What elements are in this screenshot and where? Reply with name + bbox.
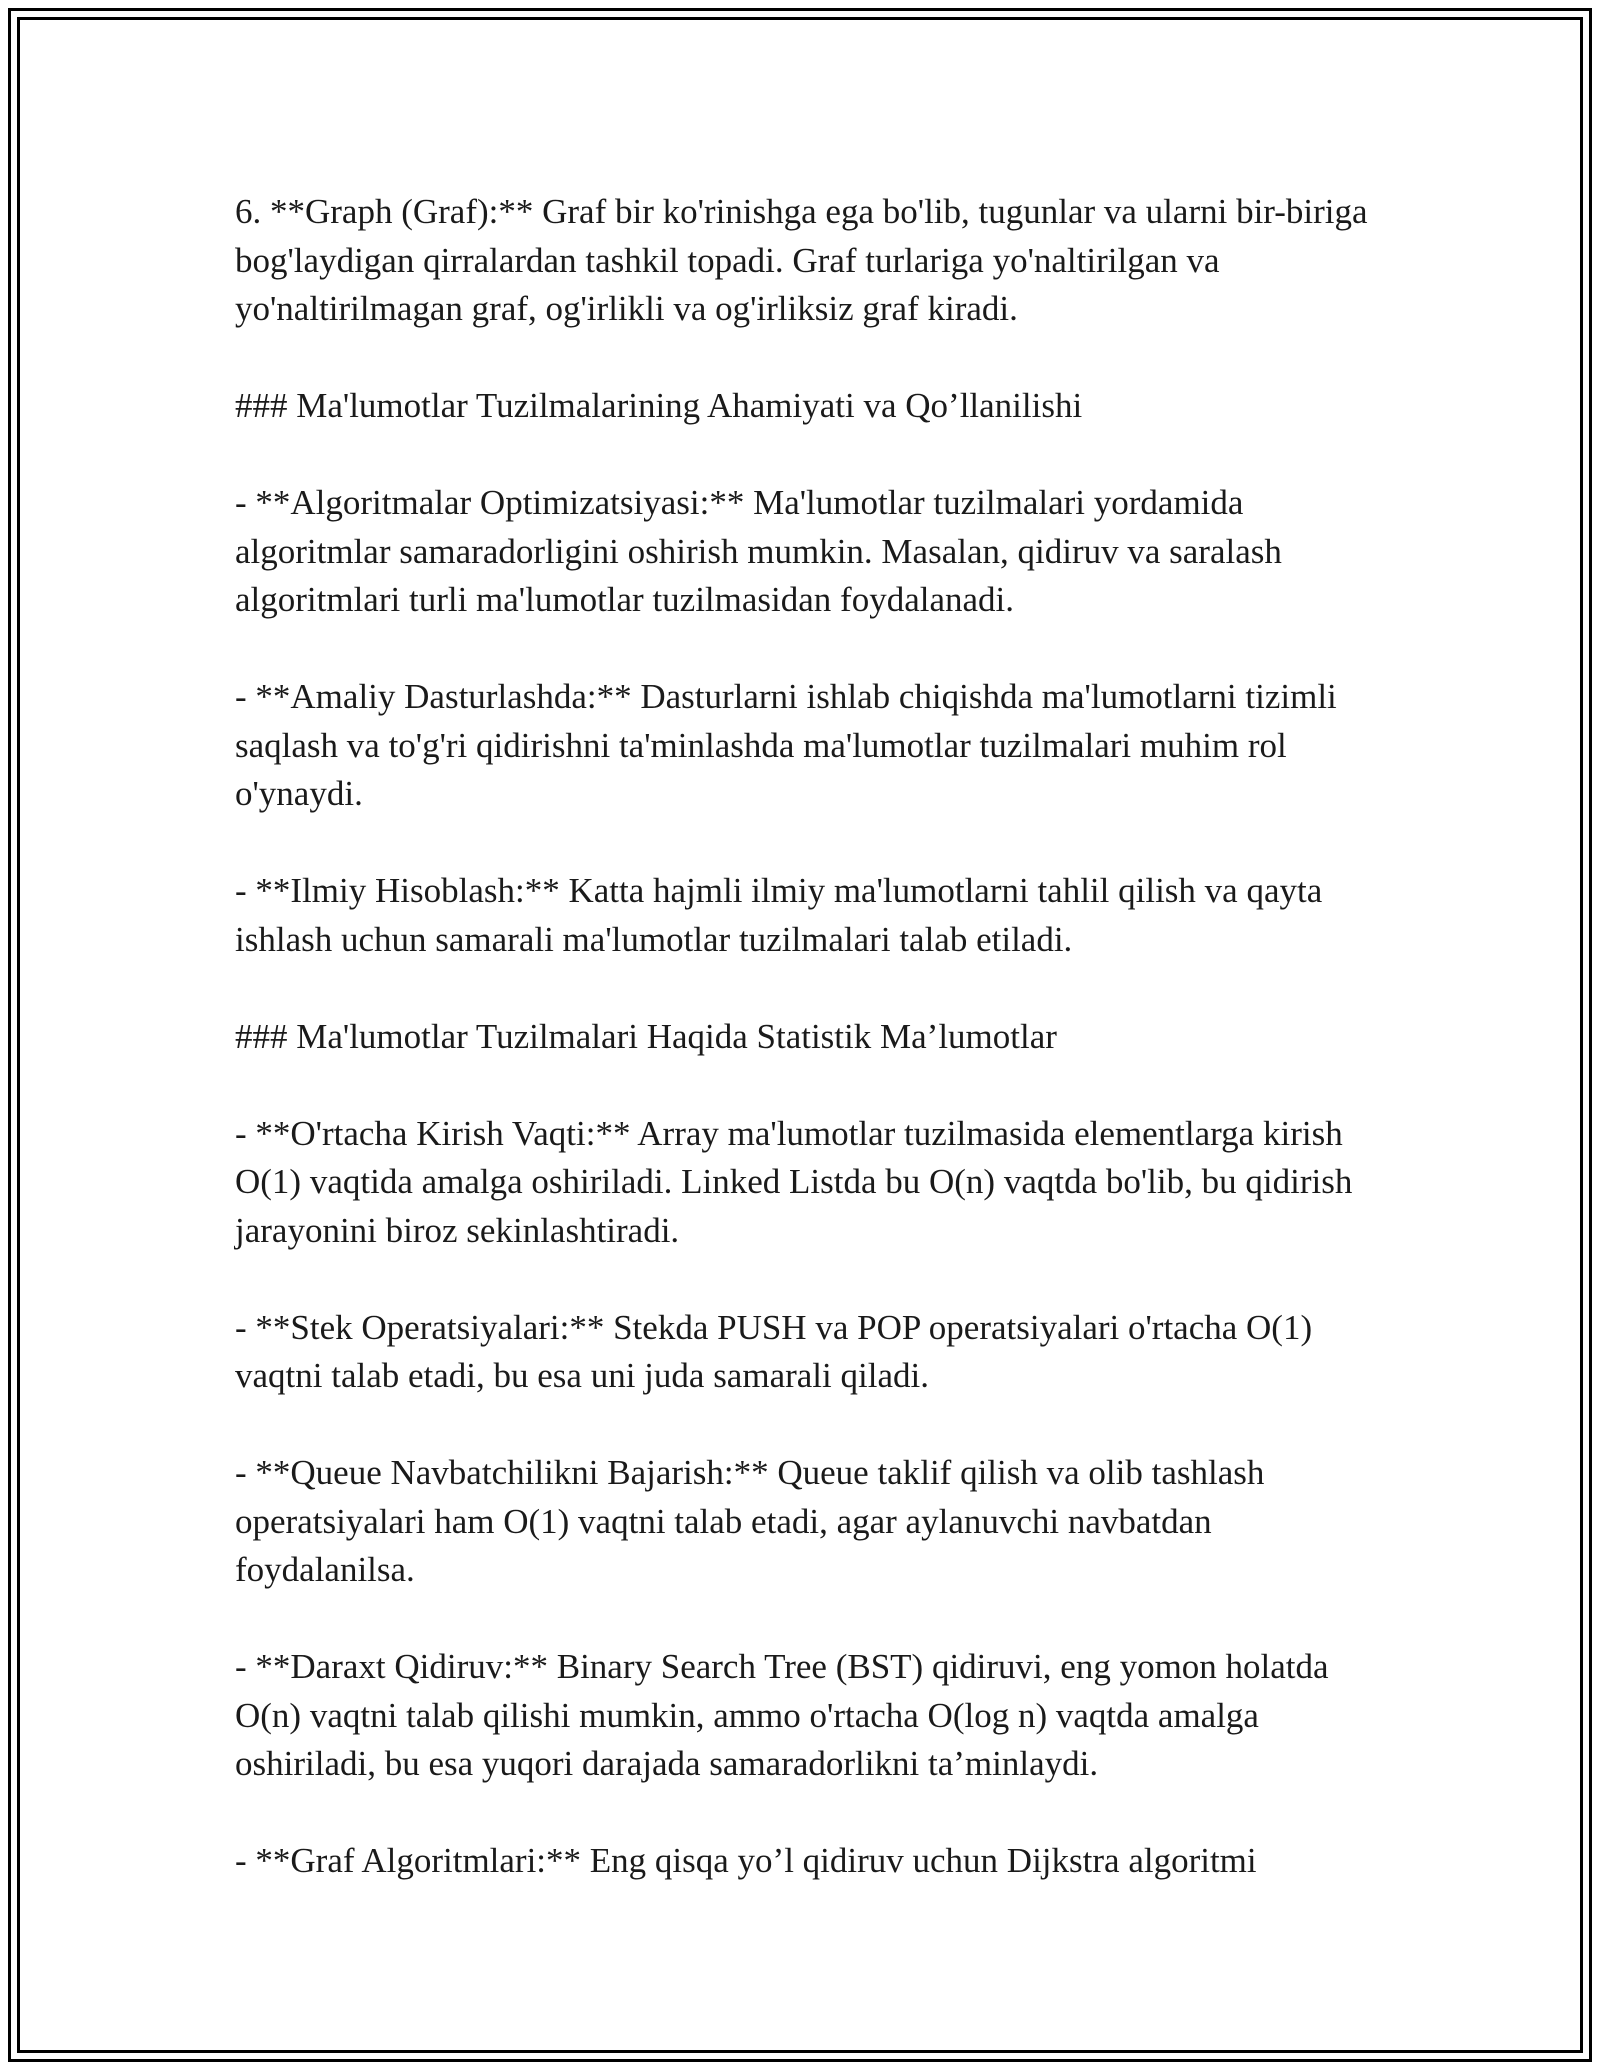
paragraph-tree-search: - **Daraxt Qidiruv:** Binary Search Tree (BST) qidiruvi, eng yomon holatda O(n) vaqtni talab qilishi mumkin, ammo o'rtacha O(log n) vaqtda amalga oshiriladi, bu esa yuqori darajada samaradorlikni ta’minlaydi.: [235, 1647, 1329, 1783]
paragraph-access-time: - **O'rtacha Kirish Vaqti:** Array ma'lumotlar tuzilmasida elementlarga kirish O(1) vaqtida amalga oshiriladi. Linked Listda bu O(n) vaqtda bo'lib, bu qidirish jarayonini biroz sekinlashtiradi.: [235, 1113, 1353, 1250]
paragraph-graph-algorithms: - **Graf Algoritmlari:** Eng qisqa yo’l qidiruv uchun Dijkstra algoritmi: [235, 1841, 1257, 1880]
paragraph-algorithm-optimization: - **Algoritmalar Optimizatsiyasi:** Ma'lumotlar tuzilmalari yordamida algoritmlar samaradorligini oshirish mumkin. Masalan, qidiruv va saralash algoritmlari turli ma'lumotlar tuzilmasidan foydalanadi.: [235, 483, 1282, 619]
paragraph-practical-programming: - **Amaliy Dasturlashda:** Dasturlarni ishlab chiqishda ma'lumotlarni tizimli saqlash va to'g'ri qidirishni ta'minlashda ma'lumotlar tuzilmalari muhim rol o'ynaydi.: [235, 677, 1337, 813]
paragraph-graph: 6. **Graph (Graf):** Graf bir ko'rinishga ega bo'lib, tugunlar va ularni bir-biriga bog'laydigan qirralardan tashkil topadi. Graf turlariga yo'naltirilgan va yo'naltirilmagan graf, og'irlikli va og'irliksiz graf kiradi.: [235, 192, 1368, 328]
heading-statistics: ### Ma'lumotlar Tuzilmalari Haqida Statistik Ma’lumotlar: [235, 1016, 1057, 1056]
paragraph-scientific-computing: - **Ilmiy Hisoblash:** Katta hajmli ilmiy ma'lumotlarni tahlil qilish va qayta ishlash uchun samarali ma'lumotlar tuzilmalari talab etiladi.: [235, 871, 1323, 959]
paragraph-stack-operations: - **Stek Operatsiyalari:** Stekda PUSH va POP operatsiyalari o'rtacha O(1) vaqtni talab etadi, bu esa uni juda samarali qiladi.: [235, 1307, 1313, 1395]
document-body: [235, 188, 1385, 1934]
paragraph-queue: - **Queue Navbatchilikni Bajarish:** Queue taklif qilish va olib tashlash operatsiyalari ham O(1) vaqtni talab etadi, agar aylanuvchi navbatdan foydalanilsa.: [235, 1453, 1265, 1589]
heading-importance: ### Ma'lumotlar Tuzilmalarining Ahamiyati va Qo’llanilishi: [235, 386, 1083, 425]
